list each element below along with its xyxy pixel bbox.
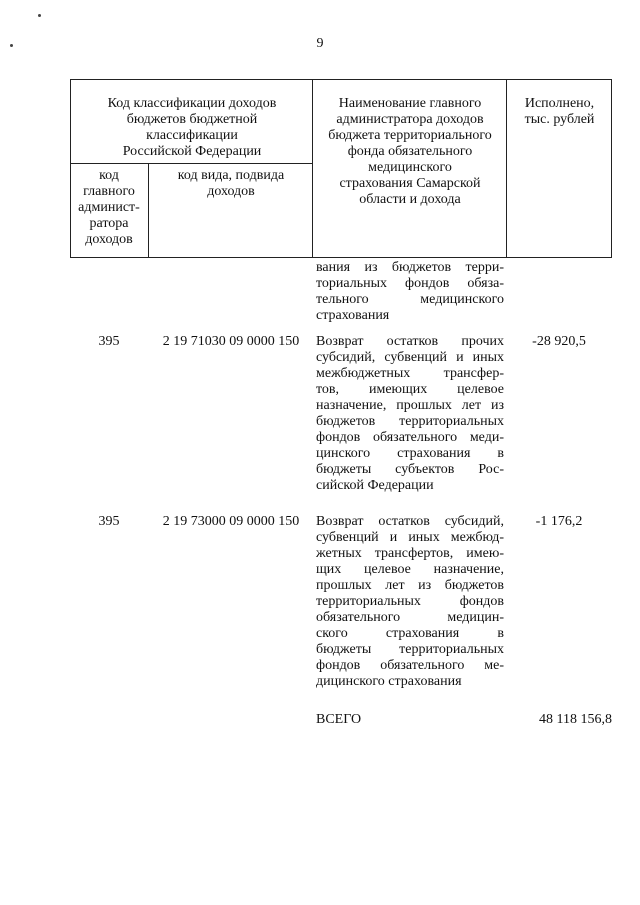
- header-top-border: [70, 79, 612, 80]
- admin-code: 395: [98, 334, 120, 349]
- revenue-name: Возврат остатков субсидий, субвенций и иных межбюд- жетных трансфертов, имею- щих целевое назначение, прошлых лет из бюджетов территориальных фондов обязательного медицин- ского страхования в бюджеты территориальных фондов обязательного ме- дицинского страхования: [316, 514, 504, 689]
- total-label: ВСЕГО: [316, 712, 362, 727]
- admin-code: 395: [98, 514, 120, 529]
- amount-value: -1 176,2: [535, 514, 583, 529]
- amount-value: -28 920,5: [532, 334, 586, 349]
- header-subdivider-row: [70, 163, 312, 164]
- header-divider-amount: [506, 79, 507, 257]
- classification-title: Код классификации доходов бюджетов бюджетной классификации Российской Федерации: [107, 96, 277, 159]
- page-number: 9: [316, 36, 324, 51]
- kind-code: 2 19 73000 09 0000 150: [162, 514, 300, 529]
- scan-mark: [38, 14, 41, 17]
- kind-code-title: код вида, подвида доходов: [177, 168, 285, 199]
- total-amount: 48 118 156,8: [539, 712, 612, 727]
- continuation-text: вания из бюджетов терри- ториальных фондов обяза- тельного медицинского страхования: [316, 260, 504, 323]
- header-bottom-border: [70, 257, 612, 258]
- amount-title: Исполнено, тыс. рублей: [524, 96, 595, 127]
- kind-code: 2 19 71030 09 0000 150: [162, 334, 300, 349]
- name-title: Наименование главного администратора доходов бюджета территориального фонда обязательного медицинского страхования Самарской области и дохода: [328, 96, 492, 207]
- header-right-border: [611, 79, 612, 257]
- header-divider-name: [312, 79, 313, 257]
- revenue-name: Возврат остатков прочих субсидий, субвенций и иных межбюджетных трансфер- тов, имеющих целевое назначение, прошлых лет из бюджетов территориальных фондов обязательного меди- цинского страхования в бюджеты субъектов Рос- сийской Федерации: [316, 334, 504, 493]
- admin-code-title: код главного админист- ратора доходов: [78, 168, 140, 247]
- header-subdivider-col: [148, 163, 149, 257]
